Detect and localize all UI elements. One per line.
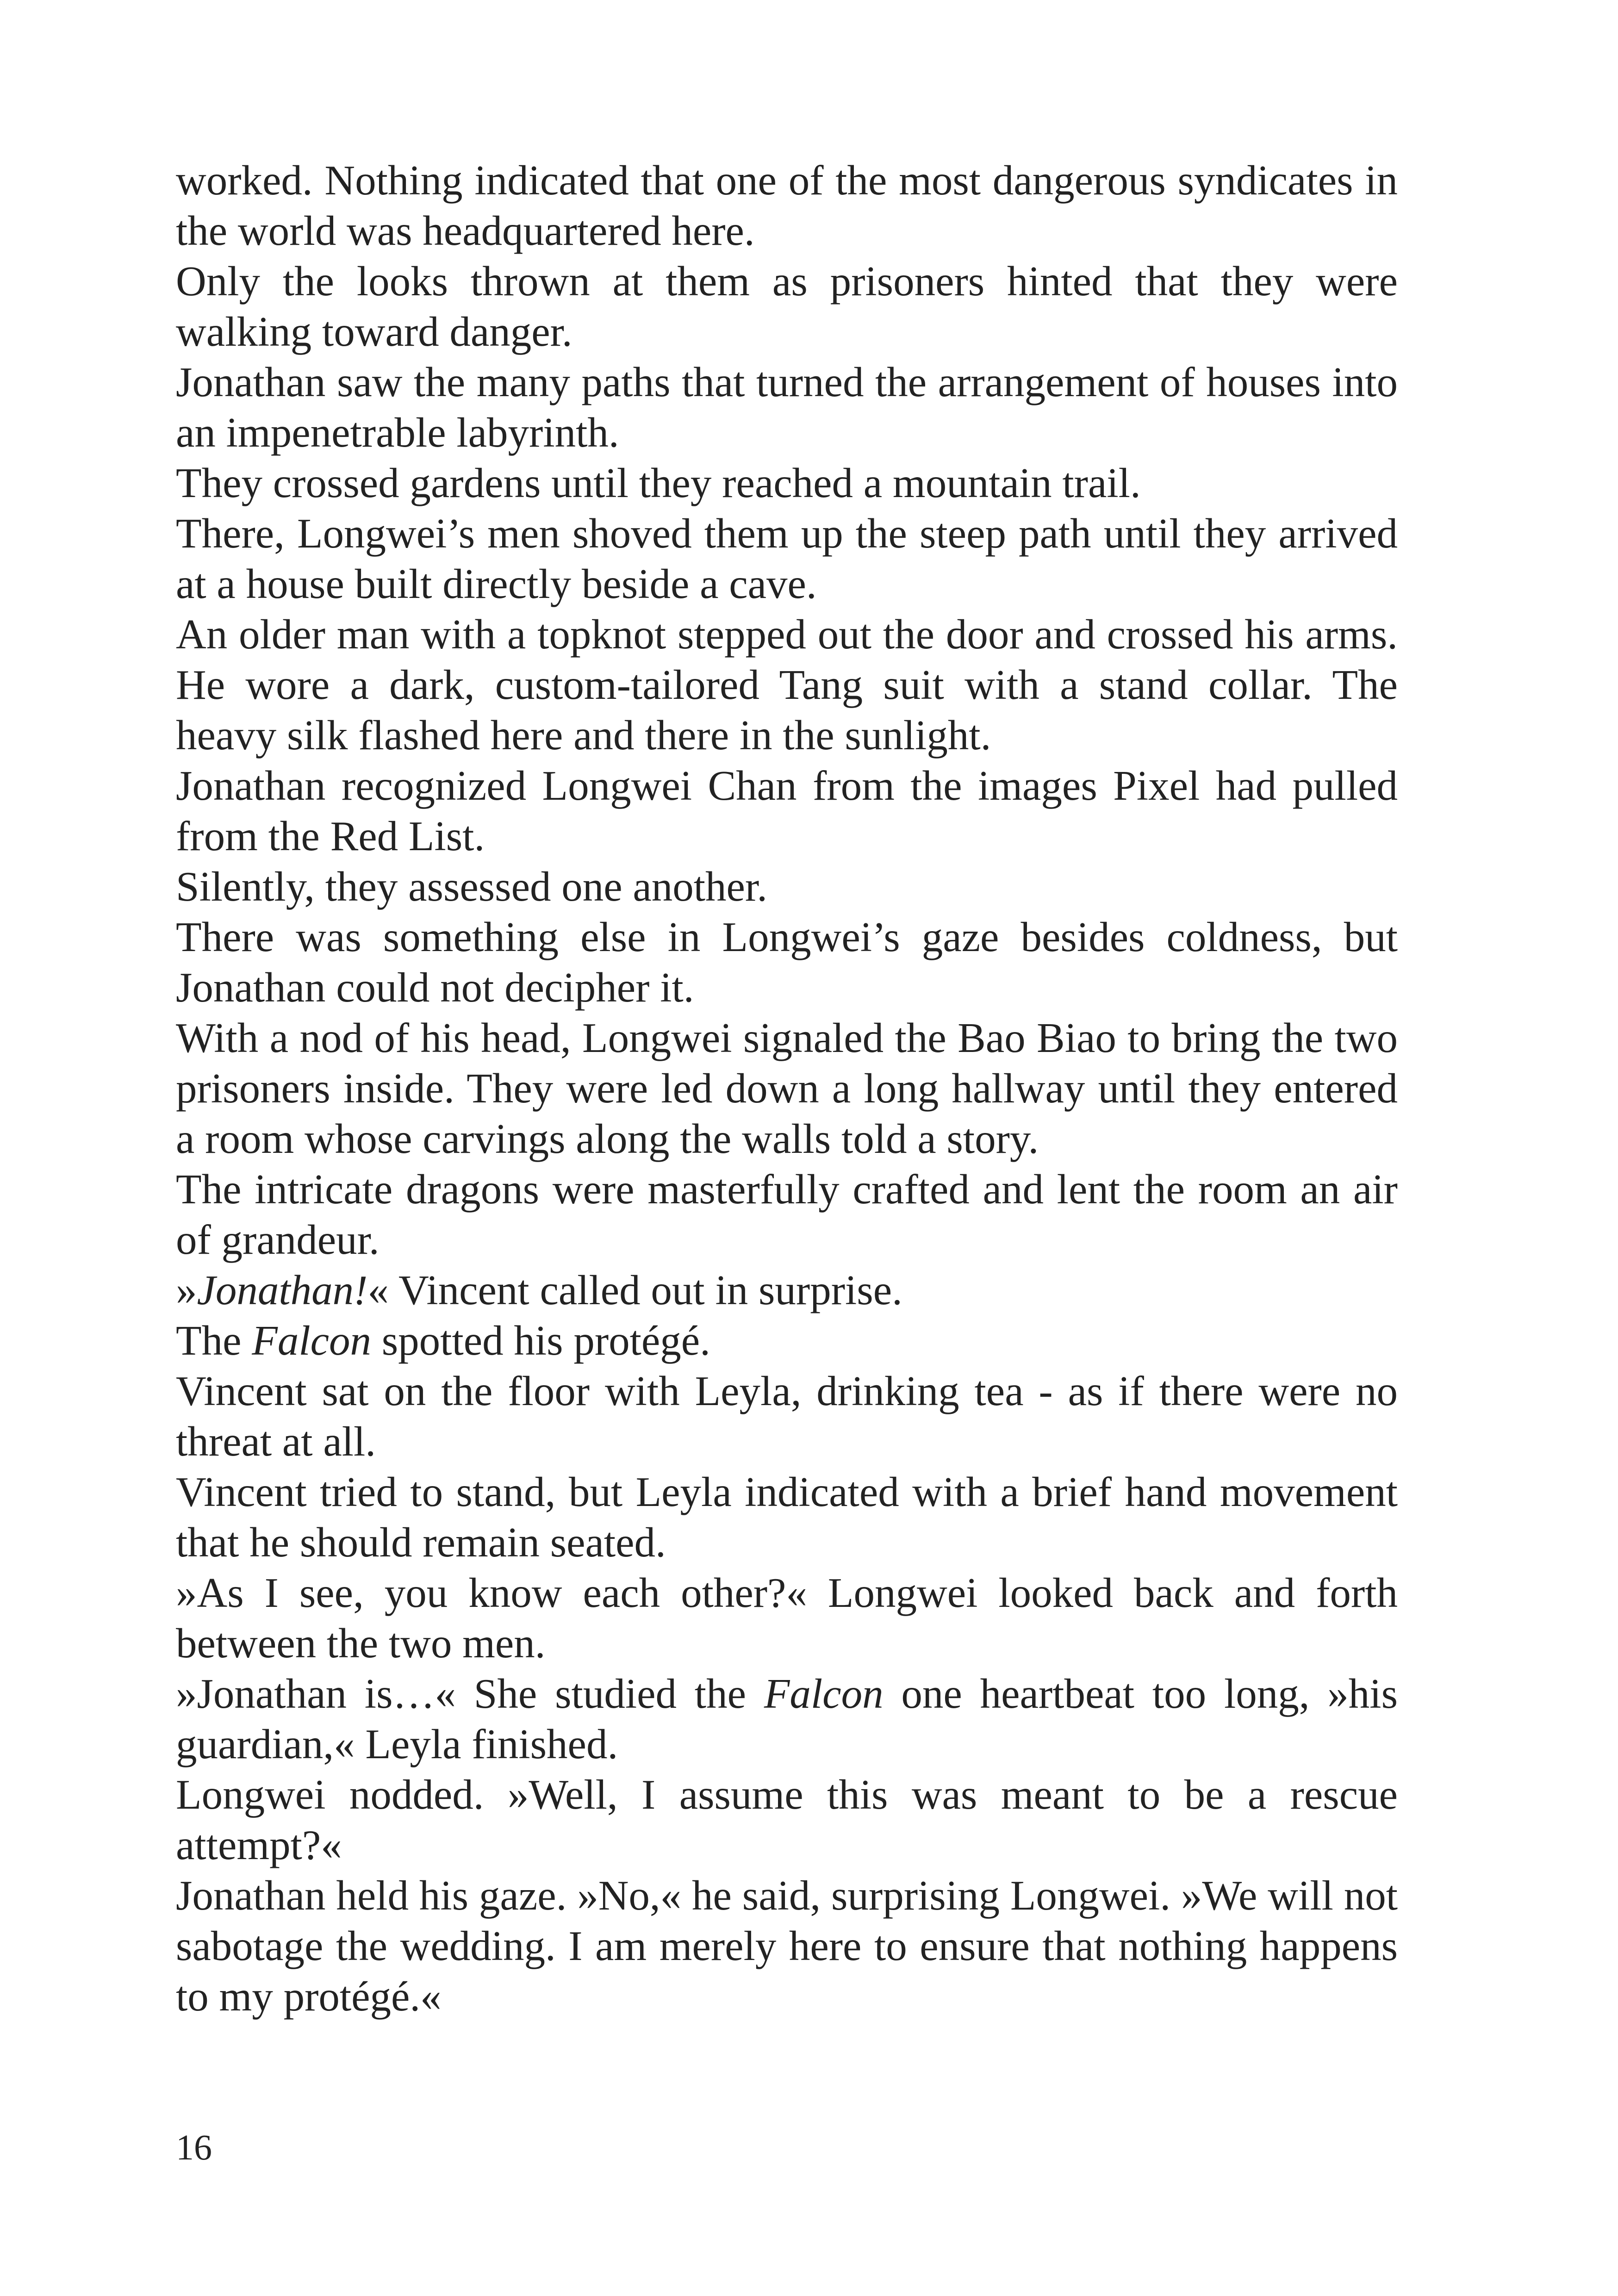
paragraph [176,1366,1398,1467]
text-run: worked. Nothing indicated that one of the most dangerous syndicates in the world was headquartered here. [176,157,1398,254]
paragraph [176,458,1398,508]
body-text [176,155,1398,2022]
paragraph [176,1467,1398,1568]
text-run: Silently, they assessed one another. [176,863,767,910]
paragraph [176,508,1398,609]
text-run: Only the looks thrown at them as prisoners hinted that they were walking toward danger. [176,258,1398,355]
italic-text: Falcon [252,1317,371,1364]
text-run: Jonathan held his gaze. »No,« he said, surprising Longwei. »We will not sabotage the wedding. I am merely here to ensure that nothing happens to my protégé.« [176,1872,1398,2020]
text-run: Longwei nodded. »Well, I assume this was meant to be a rescue attempt?« [176,1771,1398,1868]
text-run: « Vincent called out in surprise. [367,1267,902,1313]
text-run: Jonathan saw the many paths that turned the arrangement of houses into an impenetrable labyrinth. [176,359,1398,456]
text-run: The intricate dragons were masterfully crafted and lent the room an air of grandeur. [176,1166,1398,1263]
text-run: The [176,1317,252,1364]
paragraph [176,861,1398,912]
paragraph [176,1164,1398,1265]
italic-text: Jonathan! [197,1267,368,1313]
text-run: There was something else in Longwei’s gaze besides coldness, but Jonathan could not decipher it. [176,914,1398,1011]
paragraph [176,155,1398,256]
text-run: They crossed gardens until they reached a mountain trail. [176,460,1141,506]
text-run: Vincent tried to stand, but Leyla indicated with a brief hand movement that he should remain seated. [176,1468,1398,1566]
text-run: »Jonathan is…« She studied the [176,1670,764,1717]
text-run: An older man with a topknot stepped out the door and crossed his arms. He wore a dark, custom-tailored Tang suit with a stand collar. The heavy silk flashed here and there in the sunlight. [176,611,1398,759]
paragraph [176,912,1398,1013]
paragraph [176,256,1398,357]
text-run: »As I see, you know each other?« Longwei looked back and forth between the two men. [176,1569,1398,1667]
paragraph [176,1265,1398,1315]
text-run: one heartbeat too long, »his guardian,« Leyla finished. [176,1670,1398,1767]
text-run: With a nod of his head, Longwei signaled the Bao Biao to bring the two prisoners inside. They were led down a long hallway until they entered a room whose carvings along the walls told a story. [176,1014,1398,1162]
text-run: Jonathan recognized Longwei Chan from the images Pixel had pulled from the Red List. [176,762,1398,859]
text-run: spotted his protégé. [371,1317,710,1364]
paragraph [176,357,1398,458]
italic-text: Falcon [764,1670,884,1717]
paragraph [176,1013,1398,1164]
paragraph [176,1568,1398,1668]
text-run: Vincent sat on the floor with Leyla, drinking tea - as if there were no threat at all. [176,1368,1398,1465]
text-run: » [176,1267,197,1313]
paragraph [176,760,1398,861]
paragraph [176,1870,1398,2022]
paragraph [176,1668,1398,1769]
page-number: 16 [176,2127,212,2167]
paragraph [176,1769,1398,1870]
paragraph [176,609,1398,760]
text-run: There, Longwei’s men shoved them up the steep path until they arrived at a house built directly beside a cave. [176,510,1398,607]
paragraph [176,1315,1398,1366]
